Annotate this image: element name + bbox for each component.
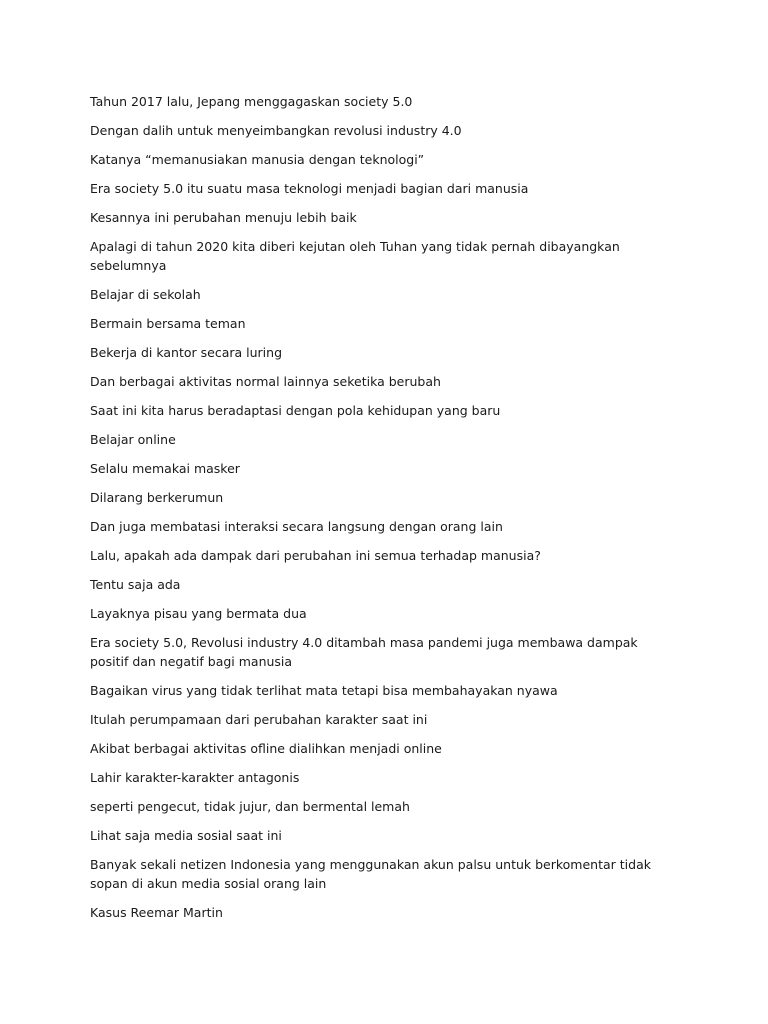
paragraph: Kasus Reemar Martin — [90, 905, 223, 920]
paragraph: Lihat saja media sosial saat ini — [90, 828, 282, 843]
paragraph: Tahun 2017 lalu, Jepang menggagaskan society 5.0 — [90, 94, 413, 109]
paragraph: Dan berbagai aktivitas normal lainnya seketika berubah — [90, 374, 441, 389]
paragraph: Era society 5.0 itu suatu masa teknologi menjadi bagian dari manusia — [90, 181, 529, 196]
paragraph: Dengan dalih untuk menyeimbangkan revolusi industry 4.0 — [90, 123, 462, 138]
paragraph: Kesannya ini perubahan menuju lebih baik — [90, 210, 357, 225]
paragraph: Saat ini kita harus beradaptasi dengan pola kehidupan yang baru — [90, 403, 501, 418]
paragraph: Akibat berbagai aktivitas ofline dialihkan menjadi online — [90, 741, 442, 756]
paragraph: Lahir karakter-karakter antagonis — [90, 770, 300, 785]
paragraph: Katanya “memanusiakan manusia dengan teknologi” — [90, 152, 425, 167]
paragraph: seperti pengecut, tidak jujur, dan bermental lemah — [90, 799, 410, 814]
paragraph: Selalu memakai masker — [90, 461, 240, 476]
paragraph: Lalu, apakah ada dampak dari perubahan ini semua terhadap manusia? — [90, 548, 541, 563]
document-body — [90, 92, 675, 932]
paragraph: Era society 5.0, Revolusi industry 4.0 ditambah masa pandemi juga membawa dampak positif dan negatif bagi manusia — [90, 635, 638, 669]
paragraph: Belajar di sekolah — [90, 287, 201, 302]
paragraph: Layaknya pisau yang bermata dua — [90, 606, 307, 621]
paragraph: Bekerja di kantor secara luring — [90, 345, 283, 360]
paragraph: Bermain bersama teman — [90, 316, 246, 331]
paragraph: Belajar online — [90, 432, 176, 447]
paragraph: Apalagi di tahun 2020 kita diberi kejutan oleh Tuhan yang tidak pernah dibayangkan sebelumnya — [90, 239, 620, 273]
paragraph: Dilarang berkerumun — [90, 490, 224, 505]
paragraph: Tentu saja ada — [90, 577, 181, 592]
paragraph: Banyak sekali netizen Indonesia yang menggunakan akun palsu untuk berkomentar tidak sopan di akun media sosial orang lain — [90, 857, 651, 891]
paragraph: Bagaikan virus yang tidak terlihat mata tetapi bisa membahayakan nyawa — [90, 683, 558, 698]
paragraph: Itulah perumpamaan dari perubahan karakter saat ini — [90, 712, 428, 727]
paragraph: Dan juga membatasi interaksi secara langsung dengan orang lain — [90, 519, 503, 534]
